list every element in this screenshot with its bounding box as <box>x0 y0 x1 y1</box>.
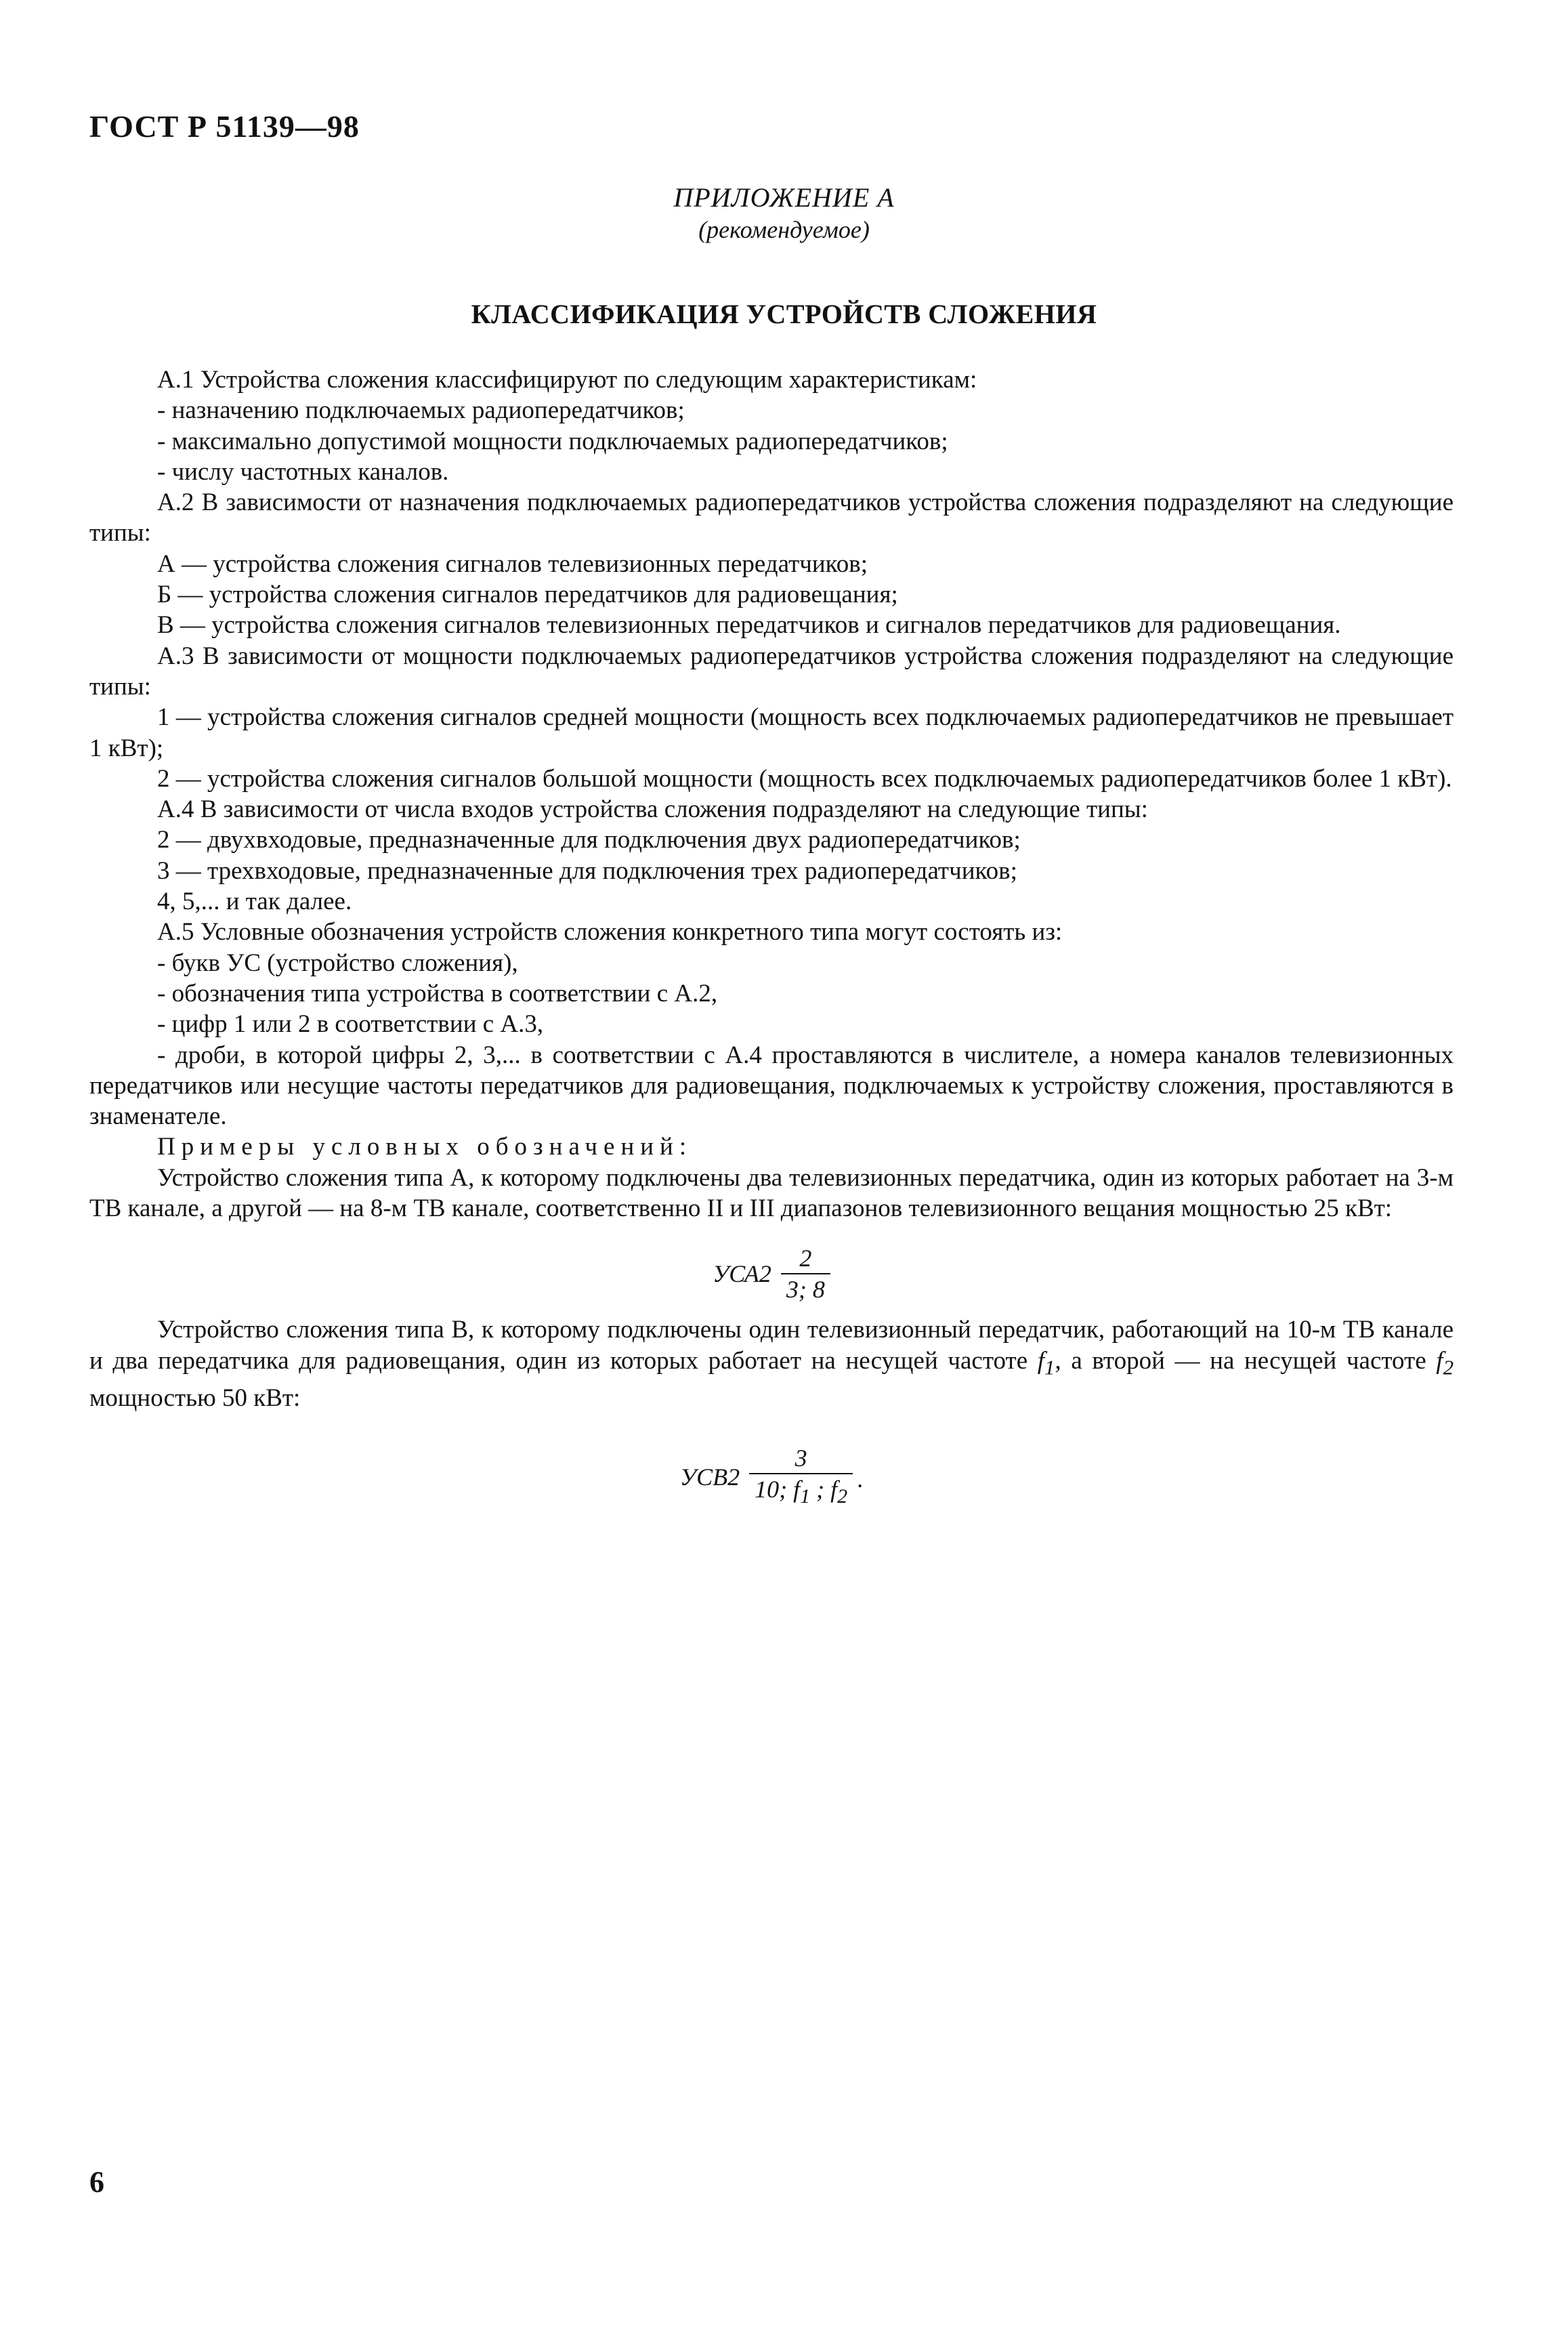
list-item: - обозначения типа устройства в соответствии с А.2, <box>157 979 718 1007</box>
list-item: - назначению подключаемых радиопередатчиков; <box>157 396 685 425</box>
formula-usa2 <box>89 1233 1454 1314</box>
appendix-subtitle: (рекомендуемое) <box>698 216 870 243</box>
list-item: 2 — устройства сложения сигналов большой мощности (мощность всех подключаемых радиопередатчиков более 1 кВт). <box>157 764 1452 793</box>
formula-denominator: 3; 8 <box>781 1273 830 1303</box>
list-item: 4, 5,... и так далее. <box>157 888 352 916</box>
list-item: 3 — трехвходовые, предназначенные для подключения трех радиопередатчиков; <box>157 856 1017 885</box>
frequency-f2: $f_2$ <box>1436 1346 1454 1379</box>
example-b-part2: , а второй — на несущей частоте <box>1055 1346 1437 1375</box>
body-text <box>89 365 1454 1518</box>
list-item: 1 — устройства сложения сигналов средней мощности (мощность всех подключаемых радиопередатчиков не превышает 1 кВт); <box>89 703 1454 762</box>
paragraph-a4: А.4 В зависимости от числа входов устройства сложения подразделяют на следующие типы: <box>157 795 1148 824</box>
list-item: - дроби, в которой цифры 2, 3,... в соответствии с А.4 проставляются в числителе, а номера каналов телевизионных передатчиков или несущие частоты передатчиков для радиовещания, подключаемых к устройству сложения, проставляются в знаменателе. <box>89 1041 1454 1131</box>
paragraph-a2: А.2 В зависимости от назначения подключаемых радиопередатчиков устройства сложения подразделяют на следующие типы: <box>89 489 1454 547</box>
frequency-f1: $f_1$ <box>1037 1346 1055 1379</box>
list-item: - цифр 1 или 2 в соответствии с А.3, <box>157 1010 544 1039</box>
formula-numerator: 3 <box>794 1444 807 1472</box>
example-b-text <box>89 1314 1454 1413</box>
appendix-title: ПРИЛОЖЕНИЕ А <box>673 182 895 213</box>
example-b-part1: Устройство сложения типа В, к которому подключены один телевизионный передатчик, работающий на 10-м ТВ канале и два передатчика для радиовещания, один из которых работает на несущей частоте <box>89 1316 1454 1375</box>
formula-fraction <box>749 1444 853 1510</box>
paragraph-a1: А.1 Устройства сложения классифицируют по следующим характеристикам: <box>157 366 977 394</box>
paragraph-a3: А.3 В зависимости от мощности подключаемых радиопередатчиков устройства сложения подразделяют на следующие типы: <box>89 642 1454 701</box>
formula-numerator: 2 <box>799 1245 812 1272</box>
list-item: В — устройства сложения сигналов телевизионных передатчиков и сигналов передатчиков для радиовещания. <box>157 611 1341 640</box>
examples-heading: Примеры условных обозначений: <box>157 1133 693 1161</box>
list-item: А — устройства сложения сигналов телевизионных передатчиков; <box>157 549 868 578</box>
document-code-header: ГОСТ Р 51139—98 <box>89 109 360 144</box>
list-item: - букв УС (устройство сложения), <box>157 949 518 977</box>
example-a-text: Устройство сложения типа А, к которому подключены два телевизионных передатчика, один из которых работает на 3-м ТВ канале, а другой — на 8-м ТВ канале, соответственно II и III диапазонов телевизионного вещания мощностью 25 кВт: <box>89 1163 1454 1223</box>
example-b-part3: мощностью 50 кВт: <box>89 1384 301 1413</box>
formula-period: . <box>857 1466 864 1493</box>
list-item: - числу частотных каналов. <box>157 457 449 486</box>
page-number: 6 <box>89 2165 104 2199</box>
formula-label: УСВ2 <box>679 1463 740 1491</box>
formula-fraction <box>781 1245 830 1303</box>
list-item: 2 — двухвходовые, предназначенные для подключения двух радиопередатчиков; <box>157 826 1021 854</box>
formula-label: УСА2 <box>713 1260 771 1287</box>
section-title: КЛАССИФИКАЦИЯ УСТРОЙСТВ СЛОЖЕНИЯ <box>471 299 1097 329</box>
formula-usv2 <box>89 1437 1454 1518</box>
list-item: Б — устройства сложения сигналов передатчиков для радиовещания; <box>157 581 898 609</box>
list-item: - максимально допустимой мощности подключаемых радиопередатчиков; <box>157 427 948 455</box>
paragraph-a5: А.5 Условные обозначения устройств сложения конкретного типа могут состоять из: <box>157 918 1063 947</box>
formula-denominator: 10; $f_1$ ; $f_2$ <box>749 1473 853 1510</box>
